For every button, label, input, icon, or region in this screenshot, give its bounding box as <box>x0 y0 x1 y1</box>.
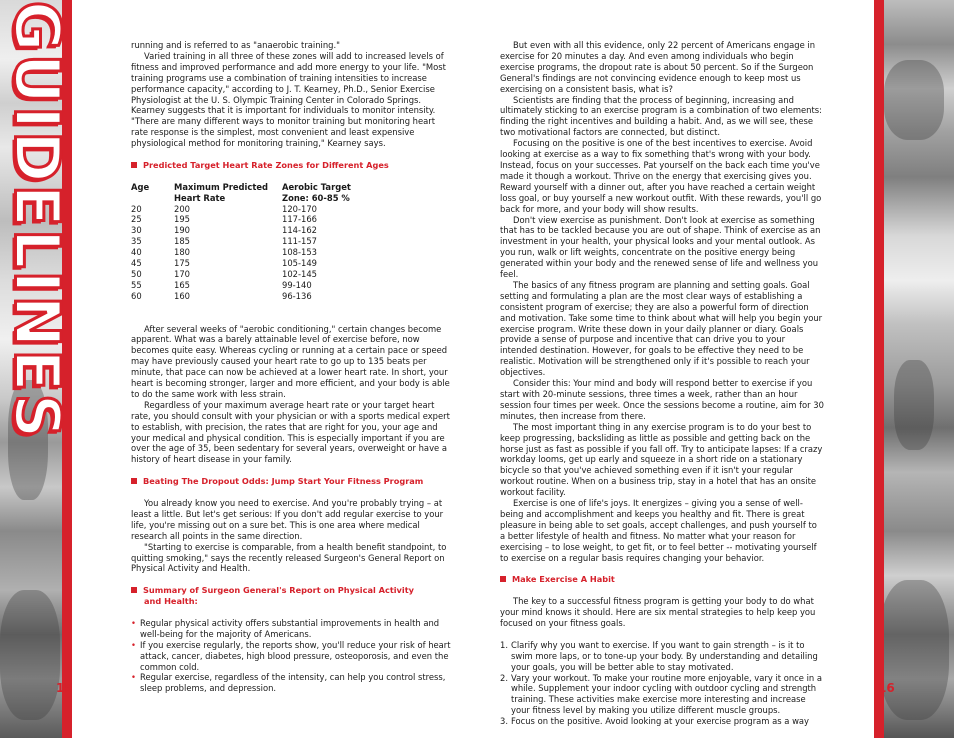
table-cell: 45 <box>131 258 142 269</box>
list-item-text: Regular physical activity offers substantial improvements in health and well-being for the majority of Americans. <box>140 617 440 639</box>
table-cell: 114-162 <box>282 225 317 236</box>
table-cell: 185 <box>174 236 190 247</box>
list-item-number: 3. <box>500 716 508 727</box>
table-cell: 30 <box>131 225 142 236</box>
hikers-photo <box>894 360 934 450</box>
guidelines-title-text: GUIDELINES <box>0 0 74 440</box>
paragraph: The most important thing in any exercise program is to do your best to keep progressing, backsliding as little as possible and getting back on the horse just as fast as possible if you fall off. Try to anticipate lapses: If a crazy workday looms, get up early and squeeze in a short ride on a stationary bicycle so that you've achieved something even if it isn't your regular workout routine. When on a business trip, stay in a hotel that has an onsite workout facility. <box>500 421 823 498</box>
paragraph: Exercise is one of life's joys. It energizes – giving you a sense of well-being and accomplishment and keeps you healthy and fit. There is great pleasure in being able to set goals, accept challenges, and push yourself to a better lifestyle of health and fitness. No matter what your reason for exercising – to lose weight, to get fit, or to feel better -- motivating yourself to exercise on a regular basis requires changing your behavior. <box>500 498 817 563</box>
paragraph: Varied training in all three of these zones will add to increased levels of fitness and improved performance and add more energy to your life. "Most training programs use a combination of training intensities to increase performance capacity," according to J. T. Kearney, Ph.D., Senior Exercise Physiologist at the U. S. Olympic Training Center in Colorado Springs. Kearney suggests that it is important for individuals to monitor intensity. "There are many different ways to monitor training but monitoring heart rate response is the simplest, most convenient and least expensive physiological method for monitoring training," Kearney says. <box>131 50 446 149</box>
paragraph: "Starting to exercise is comparable, from a health benefit standpoint, to quitting smoking," says the recently released Surgeon's General Report on Physical Activity and Health. <box>131 541 447 574</box>
table-header-row <box>131 193 402 204</box>
page-number-right: 16 <box>878 681 895 695</box>
table-header: Heart Rate <box>174 192 226 203</box>
bullet-list <box>131 618 453 694</box>
left-column <box>131 40 453 694</box>
bullet-icon: • <box>131 639 136 650</box>
list-item <box>500 716 824 727</box>
square-bullet-icon <box>500 576 506 582</box>
paragraph: Scientists are finding that the process of beginning, increasing and ultimately sticking to an exercise program is a combination of two elements: finding the right incentives and building a habit. And, as we will see, these two motivational factors are connected, but distinct. <box>500 94 822 138</box>
paragraph: The basics of any fitness program are planning and setting goals. Goal setting and formulating a plan are the most clear ways of establishing a consistent program of exercise; they are also a powerful form of direction and motivation. Take some time to think about what will help you begin your exercise program. Write these down in your daily planner or diary. Goals provide a sense of purpose and incentive that can drive you to your intended destination. However, for goals to be effective they need to be realistic. Motivation will be strengthened only if it's possible to reach your objectives. <box>500 279 823 378</box>
table-row <box>131 214 402 225</box>
section-heading: Make Exercise A Habit <box>500 574 824 585</box>
paragraph: running and is referred to as "anaerobic training." <box>131 40 341 50</box>
guidelines-title <box>0 0 74 440</box>
table-header: Zone: 60-85 % <box>282 192 350 203</box>
list-item-text: Focus on the positive. Avoid looking at your exercise program as a way <box>511 716 810 727</box>
right-photo-strip <box>874 0 954 738</box>
table-cell: 108-153 <box>282 247 317 258</box>
square-bullet-icon <box>131 478 137 484</box>
list-item-number: 2. <box>500 672 508 683</box>
section-heading: Predicted Target Heart Rate Zones for Different Ages <box>131 160 453 171</box>
table-cell: 117-166 <box>282 214 317 225</box>
section-heading: Summary of Surgeon General's Report on Physical Activity and Health: <box>131 585 453 607</box>
paragraph: The key to a successful fitness program is getting your body to do what your mind knows it should. Here are six mental strategies to help keep you focused on your fitness goals. <box>500 596 816 628</box>
table-cell: 165 <box>174 279 190 290</box>
list-item-text: Vary your workout. To make your routine more enjoyable, vary it once in a while. Supplement your indoor cycling with outdoor cycling and strength training. These activities make exercise more interesting and increase your fitness level by making you utilize different muscle groups. <box>511 672 823 716</box>
table-row <box>131 204 402 215</box>
runner-shoe-photo <box>884 60 944 140</box>
table-row <box>131 291 402 302</box>
paragraph: Focusing on the positive is one of the best incentives to exercise. Avoid looking at exercise as a way to fix something that's wrong with your body. Instead, focus on your successes. Pat yourself on the back each time you've made it though a workout. Thrive on the energy that exercising gives you. Reward yourself with a dinner out, after you have reached a certain weight loss goal, or buy yourself a new workout outfit. With these rewards, you'll go back for more, and your body will show results. <box>500 138 822 214</box>
list-item <box>500 640 824 673</box>
list-item-text: Clarify why you want to exercise. If you want to gain strength – is it to swim more laps, or to tone-up your body. By understanding and detailing your goals, you will be better able to stay motivated. <box>511 639 818 672</box>
table-header-row <box>131 182 402 193</box>
bullet-icon: • <box>131 617 136 628</box>
page-number-left: 15 <box>56 681 73 695</box>
paragraph: After several weeks of "aerobic conditioning," certain changes become apparent. What was a barely attainable level of exercise before, now becomes quite easy. Whereas cycling or running at a certain pace or speed may have previously caused your heart rate to go up to 135 beats per minute, that pace can now be achieved at a lower heart rate. In short, your heart is becoming stronger, larger and more efficient, and your body is able to do the same work with less strain. <box>131 323 450 399</box>
paragraph: Regardless of your maximum average heart rate or your target heart rate, you should consult with your physician or with a sports medical expert to establish, with precision, the rates that are right for you, your age and your medical and physical condition. This is especially important if you are over the age of 35, been sedentary for several years, overweight or have a history of heart disease in your family. <box>131 399 450 465</box>
table-cell: 20 <box>131 203 142 214</box>
table-row <box>131 258 402 269</box>
table-row <box>131 225 402 236</box>
paragraph: Consider this: Your mind and body will respond better to exercise if you start with 20-minute sessions, three times a week, rather than an hour session four times per week. Once the sessions become a routine, aim for 30 minutes, then increase from there. <box>500 378 824 421</box>
list-item-number: 1. <box>500 639 508 650</box>
list-item <box>131 640 453 673</box>
numbered-list <box>500 640 824 727</box>
table-header: Age <box>131 181 150 192</box>
list-item-text: If you exercise regularly, the reports show, you'll reduce your risk of heart attack, cancer, diabetes, high blood pressure, osteoporosis, and even the common cold. <box>140 639 451 672</box>
cyclist-photo <box>879 580 949 720</box>
table-cell: 170 <box>174 269 190 279</box>
table-cell: 60 <box>131 290 142 301</box>
table-cell: 40 <box>131 247 142 258</box>
list-item-text: Regular exercise, regardless of the intensity, can help you control stress, sleep problems, and depression. <box>140 672 446 694</box>
section-heading: Beating The Dropout Odds: Jump Start Your Fitness Program <box>131 476 453 487</box>
table-cell: 120-170 <box>282 203 317 214</box>
table-row <box>131 269 402 280</box>
table-cell: 55 <box>131 279 142 290</box>
heart-rate-table <box>131 182 402 302</box>
paragraph: But even with all this evidence, only 22 percent of Americans engage in exercise for 20 minutes a day. And even among individuals who begin exercise programs, the dropout rate is about 50 percent. So if the Surgeon General's findings are not convincing evidence enough to keep most us exercising on a consistent basis, what is? <box>500 40 816 94</box>
table-cell: 25 <box>131 214 142 225</box>
table-cell: 175 <box>174 258 190 269</box>
table-header: Aerobic Target <box>282 181 351 192</box>
square-bullet-icon <box>131 162 137 168</box>
table-cell: 99-140 <box>282 279 312 290</box>
square-bullet-icon <box>131 587 137 593</box>
list-item <box>131 672 453 694</box>
paragraph: Don't view exercise as punishment. Don't look at exercise as something that has to be tackled because you are out of shape. Think of exercise as an investment in your health, your physical looks and your mental outlook. As you run, walk or lift weights, concentrate on the positive energy being generated within your body and the renewed sense of life and wellness you feel. <box>500 214 821 280</box>
table-cell: 195 <box>174 214 190 225</box>
table-row <box>131 236 402 247</box>
climber-photo <box>0 590 60 720</box>
list-item <box>131 618 453 640</box>
table-cell: 200 <box>174 203 190 214</box>
table-cell: 105-149 <box>282 258 317 269</box>
table-header <box>131 193 174 204</box>
table-cell: 190 <box>174 225 190 236</box>
table-row <box>131 247 402 258</box>
table-cell: 160 <box>174 290 190 301</box>
table-cell: 111-157 <box>282 236 317 247</box>
right-red-bar <box>874 0 884 738</box>
bullet-icon: • <box>131 672 136 683</box>
table-cell: 180 <box>174 247 190 258</box>
table-cell: 96-136 <box>282 290 312 301</box>
table-cell: 35 <box>131 236 142 247</box>
table-header: Maximum Predicted <box>174 181 269 192</box>
table-cell: 50 <box>131 269 142 279</box>
paragraph: You already know you need to exercise. And you're probably trying – at least a little. But let's get serious: If you don't add regular exercise to your life, you're missing out on a sure bet. This is one area where medical research all points in the same direction. <box>131 497 444 541</box>
list-item <box>500 673 824 717</box>
table-row <box>131 280 402 291</box>
table-cell: 102-145 <box>282 269 317 279</box>
right-column <box>500 40 824 727</box>
